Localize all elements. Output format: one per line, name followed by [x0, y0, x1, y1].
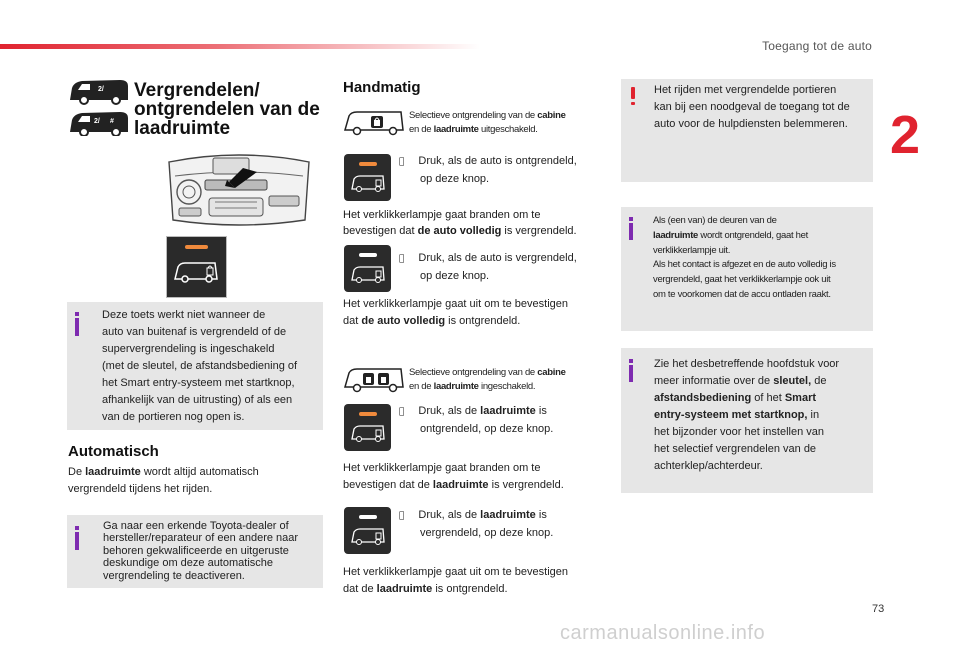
button-image-led-on — [344, 154, 391, 201]
bullet-icon — [399, 407, 404, 417]
info-text-line: hersteller/reparateur of een andere naar — [103, 532, 299, 545]
van-lock-icon — [350, 424, 386, 442]
van-selective-icon — [343, 110, 405, 136]
info-box-dealer — [67, 515, 323, 588]
automatic-paragraph: De laadruimte wordt altijd automatisch vergrendeld tijdens het rijden. — [68, 466, 259, 495]
info-icon — [75, 532, 79, 550]
section-title: Toegang tot de auto — [762, 39, 872, 53]
info-text-line: deskundige om deze automatische — [103, 557, 273, 570]
watermark: carmanualsonline.info — [560, 622, 766, 644]
svg-text:2/: 2/ — [98, 86, 104, 93]
title-line-3: laadruimte — [134, 118, 231, 139]
result-2: Het verklikkerlampje gaat uit om te bevestigen dat de auto volledig is ontgrendeld. — [343, 298, 568, 327]
info-text-line: Ga naar een erkende Toyota-dealer of — [103, 520, 289, 532]
bullet-icon — [399, 157, 404, 167]
van-icons — [68, 78, 130, 136]
van-selective-icon — [343, 367, 405, 393]
info-icon-dot — [75, 526, 79, 530]
warning-icon — [631, 87, 635, 99]
step-3: Druk, als de laadruimte is ontgrendeld, op deze knop. — [399, 403, 599, 438]
selective-unlock-on-text: Selectieve ontgrendeling van de cabine en de laadruimte ingeschakeld. — [409, 367, 566, 392]
info-text-line: behoren gekwalificeerde en uitgeruste — [103, 544, 289, 557]
header-accent-bar — [0, 44, 480, 49]
info-text-line: van de portieren nog open is. — [102, 411, 245, 423]
chapter-number: 2 — [890, 105, 921, 165]
bullet-icon — [399, 254, 404, 264]
warning-box: Het rijden met vergrendelde portieren kan bij een noodgeval de toegang tot de auto voor de hulpdiensten belemmeren. — [621, 79, 873, 182]
info-text-line: het Smart entry-systeem met startknop, — [102, 377, 295, 389]
indicator-light-icon — [359, 515, 377, 519]
info-icon-dot — [629, 359, 633, 363]
info-text-line: supervergrendeling is ingeschakeld — [102, 343, 275, 355]
result-4: Het verklikkerlampje gaat uit om te bevestigen dat de laadruimte is ontgrendeld. — [343, 566, 568, 595]
info-text-line: auto van buitenaf is vergrendeld of de — [102, 326, 287, 338]
info-icon-dot — [629, 217, 633, 221]
button-image-led-off — [344, 507, 391, 554]
selective-unlock-off-text: Selectieve ontgrendeling van de cabine en de laadruimte uitgeschakeld. — [409, 110, 566, 135]
svg-text:2/: 2/ — [94, 118, 100, 125]
title-line-2: ontgrendelen van de — [134, 99, 320, 120]
indicator-light-icon — [359, 162, 377, 166]
info-box-indicator: Als (een van) de deuren van de laadruimte wordt ontgrendeld, gaat het verklikkerlampje uit. Als het contact is afgezet en de auto volledig is vergrendeld, gaat het verklikkerlampje ook uit om te voorkomen dat de accu ontladen raakt. — [621, 207, 873, 331]
result-3: Het verklikkerlampje gaat branden om te bevestigen dat de laadruimte is vergrendeld. — [343, 462, 564, 491]
section-heading-automatic: Automatisch — [68, 443, 159, 460]
step-1: Druk, als de auto is ontgrendeld, op deze knop. — [399, 153, 599, 188]
indicator-light-icon — [185, 245, 208, 249]
dashboard-illustration — [165, 150, 313, 232]
van-lock-icon — [173, 261, 219, 283]
indicator-light-icon — [359, 412, 377, 416]
info-text-line: vergrendeling te deactiveren. — [103, 569, 245, 582]
info-text-line: Deze toets werkt niet wanneer de — [102, 309, 266, 321]
cargo-lock-button-image — [166, 236, 227, 298]
van-lock-icon — [350, 527, 386, 545]
bullet-icon — [399, 511, 404, 521]
info-icon — [75, 318, 79, 336]
section-heading-manual: Handmatig — [343, 79, 421, 96]
step-2: Druk, als de auto is vergrendeld, op deze knop. — [399, 250, 599, 285]
page-title — [134, 81, 320, 138]
info-icon-dot — [75, 312, 79, 316]
van-lock-icon — [350, 174, 386, 192]
info-text-line: (met de sleutel, de afstandsbediening of — [102, 360, 298, 372]
svg-text:#: # — [110, 118, 114, 125]
van-side-icon — [68, 78, 130, 136]
result-1: Het verklikkerlampje gaat branden om te bevestigen dat de auto volledig is vergrendeld. — [343, 209, 577, 237]
indicator-light-icon — [359, 253, 377, 257]
warning-icon-dot — [631, 102, 635, 105]
step-4: Druk, als de laadruimte is vergrendeld, op deze knop. — [399, 507, 599, 542]
page-number: 73 — [872, 603, 885, 615]
van-lock-icon — [350, 265, 386, 283]
button-image-led-off — [344, 245, 391, 292]
info-icon — [629, 365, 633, 382]
title-line-1: Vergrendelen/ — [134, 80, 260, 101]
info-icon — [629, 223, 633, 240]
button-image-led-on — [344, 404, 391, 451]
info-box-button-disabled — [67, 302, 323, 430]
info-box-references: Zie het desbetreffende hoofdstuk voor meer informatie over de sleutel, de afstandsbediening of het Smart entry-systeem met startknop, in het bijzonder voor het instellen van het selectief vergrendelen van de achterklep/achterdeur. — [621, 348, 873, 493]
info-text-line: afhankelijk van de uitrusting) of als een — [102, 394, 293, 406]
